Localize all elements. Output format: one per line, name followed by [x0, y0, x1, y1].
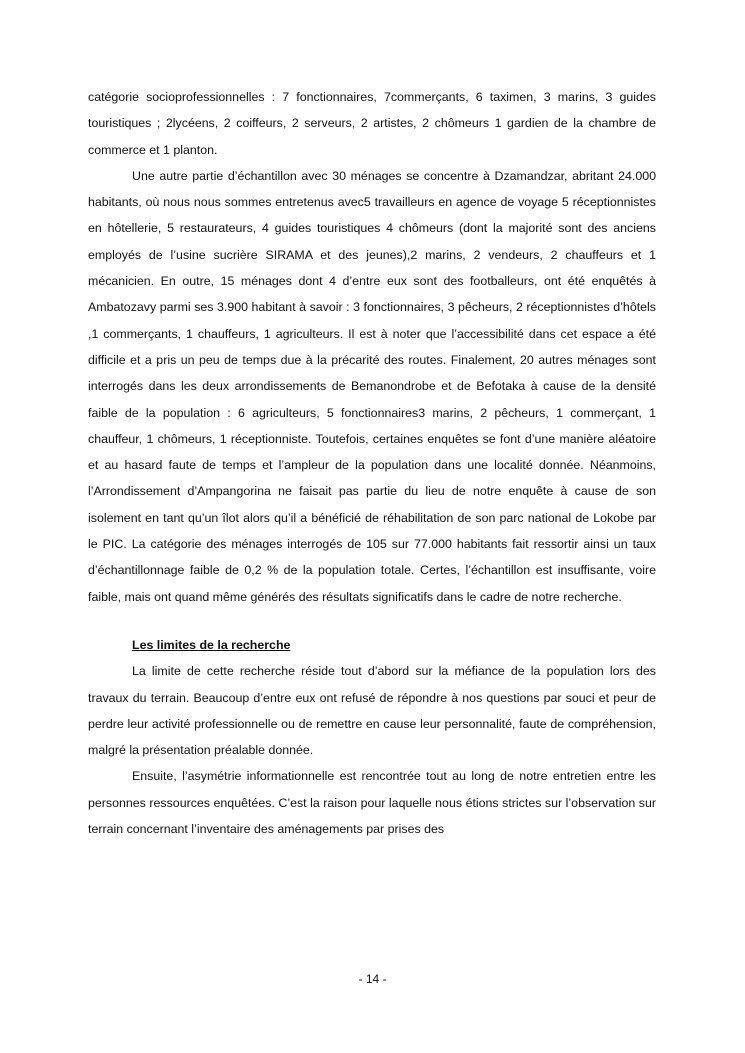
section-heading-limits: Les limites de la recherche: [132, 637, 291, 652]
paragraph-limits-asymmetry: Ensuite, l’asymétrie informationnelle est rencontrée tout au long de notre entretien entre les personnes ressources enquêtées. C’est la raison pour laquelle nous étions strictes sur l’observation sur terrain concernant l’inventaire des aménagements par prises des: [88, 769, 656, 837]
document-page: [88, 84, 656, 842]
paragraph-sample-categories: catégorie socioprofessionnelles : 7 fonctionnaires, 7commerçants, 6 taximen, 3 marins, 3 guides touristiques ; 2lycéens, 2 coiffeurs, 2 serveurs, 2 artistes, 2 chômeurs 1 gardien de la chambre de commerce et 1 planton.: [88, 90, 656, 157]
paragraph-limits-mistrust: La limite de cette recherche réside tout d’abord sur la méfiance de la population lors des travaux du terrain. Beaucoup d’entre eux ont refusé de répondre à nos questions par souci et peur de perdre leur activité professionnelle ou de remettre en cause leur personnalité, faute de compréhension, malgré la présentation préalable donnée.: [88, 664, 656, 758]
page-number: - 14 -: [358, 972, 387, 986]
paragraph-sample-dzamandzar: Une autre partie d’échantillon avec 30 ménages se concentre à Dzamandzar, abritant 24.000 habitants, où nous nous sommes entretenus avec5 travailleurs en agence de voyage 5 réceptionnistes en hôtellerie, 5 restaurateurs, 4 guides touristiques 4 chômeurs (dont la majorité sont des anciens employés de l’usine sucrière SIRAMA et des jeunes),2 marins, 2 vendeurs, 2 chauffeurs et 1 mécanicien. En outre, 15 ménages dont 4 d’entre eux sont des footballeurs, ont été enquêtés à Ambatozavy parmi ses 3.900 habitant à savoir : 3 fonctionnaires, 3 pêcheurs, 2 réceptionnistes d’hôtels ,1 commerçants, 1 chauffeurs, 1 agriculteurs. Il est à noter que l’accessibilité dans cet espace a été difficile et a pris un peu de temps due à la précarité des routes. Finalement, 20 autres ménages sont interrogés dans les deux arrondissements de Bemanondrobe et de Befotaka à cause de la densité faible de la population : 6 agriculteurs, 5 fonctionnaires3 marins, 2 pêcheurs, 1 commerçant, 1 chauffeur, 1 chômeurs, 1 réceptionniste. Toutefois, certaines enquêtes se font d’une manière aléatoire et au hasard faute de temps et l’ampleur de la population dans une localité donnée. Néanmoins, l’Arrondissement d’Ampangorina ne faisait pas partie du lieu de notre enquête à cause de son isolement en tant qu’un îlot alors qu’il a bénéficié de réhabilitation de son parc national de Lokobe par le PIC. La catégorie des ménages interrogés de 105 sur 77.000 habitants fait ressortir ainsi un taux d’échantillonnage faible de 0,2 % de la population totale. Certes, l’échantillon est insuffisante, voire faible, mais ont quand même générés des résultats significatifs dans le cadre de notre recherche.: [88, 168, 656, 604]
